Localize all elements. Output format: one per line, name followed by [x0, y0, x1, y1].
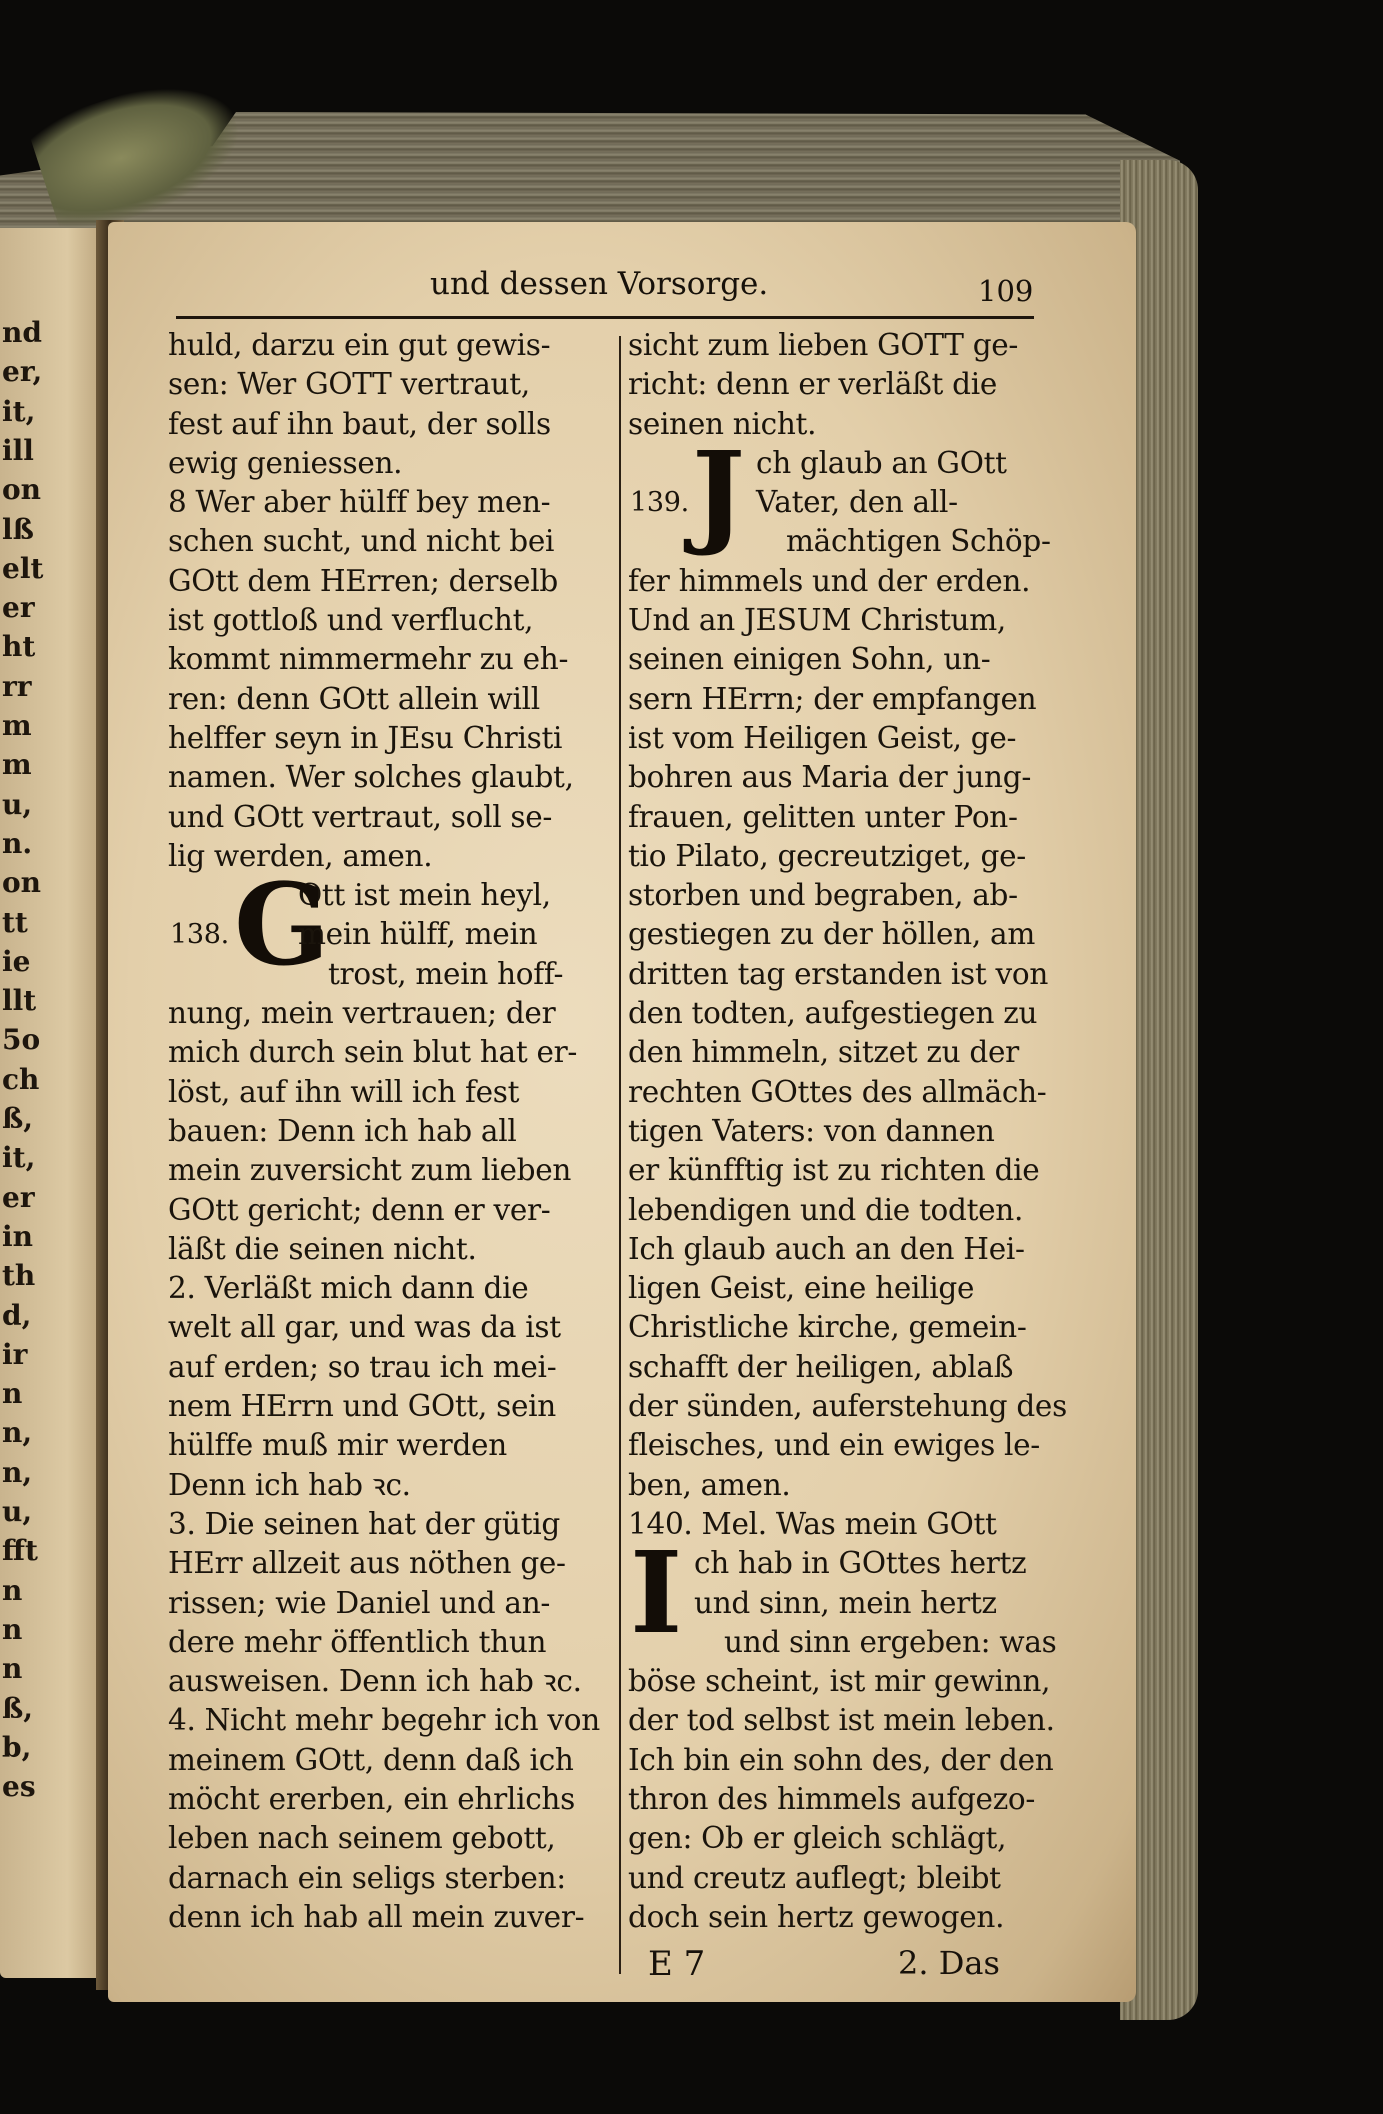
text-line: fleisches, und ein ewiges le-: [628, 1428, 1040, 1463]
text-line: mein zuversicht zum lieben: [168, 1153, 572, 1188]
text-line: auf erden; so trau ich mei-: [168, 1349, 557, 1384]
text-line: der tod selbst ist mein leben.: [628, 1703, 1055, 1738]
text-line: sen: Wer GOTT vertraut,: [168, 367, 530, 402]
text-line: nung, mein vertrauen; der: [168, 996, 556, 1031]
previous-page-line-fragment: lß: [2, 512, 34, 546]
previous-page-line-fragment: ht: [2, 630, 36, 664]
text-line: GOtt gericht; denn er ver-: [168, 1192, 551, 1227]
previous-page-line-fragment: u,: [2, 787, 33, 821]
text-line: bauen: Denn ich hab all: [168, 1113, 517, 1148]
previous-page-line-fragment: nd: [2, 316, 42, 349]
previous-page-line-fragment: ch: [2, 1062, 40, 1096]
text-line: ren: denn GOtt allein will: [168, 681, 540, 716]
text-line: rissen; wie Daniel und an-: [168, 1585, 551, 1620]
text-line: löst, auf ihn will ich fest: [168, 1074, 520, 1109]
previous-page-line-fragment: er: [2, 1180, 35, 1214]
text-line: Denn ich hab ꝛc.: [168, 1467, 411, 1502]
text-line: darnach ein seligs sterben:: [168, 1860, 566, 1895]
signature-mark: E 7: [648, 1944, 706, 1984]
text-line: dere mehr öffentlich thun: [168, 1624, 547, 1659]
hymn-opening-line: Ott ist mein heyl, G 138.: [170, 860, 551, 992]
text-line: huld, darzu ein gut gewis-: [168, 328, 551, 362]
text-line: Ich glaub auch an den Hei-: [628, 1231, 1025, 1266]
text-line: gestiegen zu der höllen, am: [628, 917, 1035, 952]
text-line: er künfftig ist zu richten die: [628, 1153, 1040, 1188]
running-title: und dessen Vorsorge.: [430, 266, 769, 302]
previous-page-line-fragment: ill: [2, 433, 34, 467]
previous-page-line-fragment: n,: [2, 1416, 33, 1450]
text-line: mich durch sein blut hat er-: [168, 1035, 578, 1070]
text-line: helffer seyn in JEsu Christi: [168, 720, 563, 755]
text-line: sicht zum lieben GOTT ge-: [628, 328, 1019, 362]
previous-page-line-fragment: on: [2, 473, 42, 507]
hymn-opening-line: mein hülff, mein: [298, 917, 538, 952]
previous-page-line-fragment: tt: [2, 905, 28, 939]
text-line: tigen Vaters: von dannen: [628, 1113, 995, 1148]
previous-page-line-fragment: in: [2, 1219, 33, 1253]
text-line: 2. Verläßt mich dann die: [168, 1271, 529, 1306]
text-line: ausweisen. Denn ich hab ꝛc.: [168, 1664, 582, 1699]
previous-page-line-fragment: n: [2, 1612, 23, 1646]
text-line: seinen einigen Sohn, un-: [628, 642, 991, 677]
previous-page-line-fragment: er: [2, 591, 35, 625]
previous-page-line-fragment: ß,: [2, 1102, 34, 1135]
previous-page-line-fragment: d,: [2, 1298, 32, 1332]
hymn-opening-line: trost, mein hoff-: [328, 956, 564, 991]
previous-page-line-fragment: rr: [2, 669, 32, 703]
text-line: lig werden, amen.: [168, 838, 433, 873]
text-line: der sünden, auferstehung des: [628, 1389, 1067, 1424]
text-line: frauen, gelitten unter Pon-: [628, 799, 1018, 834]
text-line: ist gottloß und verflucht,: [168, 603, 534, 638]
text-line: ligen Geist, eine heilige: [628, 1271, 975, 1306]
text-line: nem HErrn und GOtt, sein: [168, 1389, 556, 1424]
text-line: HErr allzeit aus nöthen ge-: [168, 1546, 566, 1581]
text-line: sern HErrn; der empfangen: [628, 681, 1037, 716]
previous-page-line-fragment: ir: [2, 1337, 28, 1371]
text-line: doch sein hertz gewogen.: [628, 1899, 1005, 1934]
text-line: lebendigen und die todten.: [628, 1192, 1024, 1227]
previous-page-line-fragment: er,: [2, 355, 43, 389]
text-line: Christliche kirche, gemein-: [628, 1310, 1027, 1345]
text-line: und GOtt vertraut, soll se-: [168, 799, 553, 834]
hymn-opening-line: Vater, den all-: [756, 485, 958, 520]
text-line: kommt nimmermehr zu eh-: [168, 642, 569, 677]
text-line: schen sucht, und nicht bei: [168, 524, 555, 559]
text-line: und creutz auflegt; bleibt: [628, 1860, 1001, 1895]
text-line: hülffe muß mir werden: [168, 1428, 507, 1463]
previous-page-line-fragment: ß,: [2, 1691, 34, 1725]
text-line: GOtt dem HErren; derselb: [168, 563, 558, 598]
column-rule: [619, 336, 621, 1974]
text-line: storben und begraben, ab-: [628, 878, 1018, 913]
text-line: den todten, aufgestiegen zu: [628, 996, 1038, 1031]
text-line: meinem GOtt, denn daß ich: [168, 1742, 574, 1777]
hymn-number: 138.: [170, 919, 229, 951]
hymn-drop-cap: I: [630, 1528, 683, 1660]
text-line: 3. Die seinen hat der gütig: [168, 1506, 560, 1541]
text-line: ewig geniessen.: [168, 445, 403, 480]
previous-page-line-fragment: elt: [2, 551, 44, 585]
previous-page-line-fragment: n: [2, 1573, 23, 1607]
text-line: Und an JESUM Christum,: [628, 603, 1006, 638]
previous-page-line-fragment: ie: [2, 944, 31, 978]
text-line: böse scheint, ist mir gewinn,: [628, 1664, 1051, 1699]
previous-page-line-fragment: m: [2, 748, 32, 782]
text-line: 4. Nicht mehr begehr ich von: [168, 1703, 600, 1738]
hymn-drop-cap: J: [692, 427, 745, 559]
previous-page-line-fragment: fft: [2, 1534, 38, 1568]
previous-page-line-fragment: es: [2, 1770, 36, 1804]
previous-page-line-fragment: llt: [2, 984, 37, 1018]
text-line: 8 Wer aber hülff bey men-: [168, 485, 551, 520]
text-line: ist vom Heiligen Geist, ge-: [628, 720, 1017, 755]
previous-page-line-fragment: u,: [2, 1495, 33, 1528]
catchword: 2. Das: [898, 1944, 1000, 1982]
text-line: gen: Ob er gleich schlägt,: [628, 1821, 1007, 1856]
previous-page-line-fragment: b,: [2, 1730, 32, 1764]
previous-page-line-fragment: on: [2, 866, 42, 900]
header-rule: [176, 316, 1034, 319]
text-line: bohren aus Maria der jung-: [628, 760, 1031, 795]
text-line: namen. Wer solches glaubt,: [168, 760, 574, 795]
text-line: möcht ererben, ein ehrlichs: [168, 1781, 575, 1816]
page-number: 109: [978, 274, 1034, 308]
previous-page-line-fragment: 5o: [2, 1023, 41, 1057]
previous-page-line-fragment: th: [2, 1259, 36, 1293]
right-column: [628, 326, 1076, 1937]
previous-page-line-fragment: n.: [2, 826, 33, 860]
hymn-heading: 140. Mel. Was mein GOtt: [628, 1506, 997, 1541]
previous-page-line-fragment: n: [2, 1652, 23, 1686]
text-line: fest auf ihn baut, der solls: [168, 406, 551, 441]
hymn-opening-line: ch glaub an GOtt J 139.: [630, 427, 1007, 559]
text-line: denn ich hab all mein zuver-: [168, 1899, 585, 1934]
text-line: dritten tag erstanden ist von: [628, 956, 1049, 991]
hymn-opening-line: mächtigen Schöp-: [786, 524, 1051, 559]
text-line: leben nach seinem gebott,: [168, 1821, 556, 1856]
text-line: schafft der heiligen, ablaß: [628, 1349, 1014, 1384]
left-column: [168, 326, 614, 1937]
text-line: fer himmels und der erden.: [628, 563, 1031, 598]
text-line: welt all gar, und was da ist: [168, 1310, 561, 1345]
hymn-number: 139.: [630, 486, 689, 518]
text-line: tio Pilato, gecreutziget, ge-: [628, 838, 1026, 873]
text-line: rechten GOttes des allmäch-: [628, 1074, 1047, 1109]
previous-page-line-fragment: m: [2, 709, 32, 742]
hymn-opening-line: und sinn ergeben: was: [724, 1624, 1057, 1659]
previous-page-line-fragment: n,: [2, 1455, 33, 1489]
hymn-opening-line: und sinn, mein hertz: [694, 1585, 997, 1620]
text-line: Ich bin ein sohn des, der den: [628, 1742, 1054, 1777]
text-line: den himmeln, sitzet zu der: [628, 1035, 1019, 1070]
text-line: thron des himmels aufgezo-: [628, 1781, 1036, 1816]
hymn-drop-cap: G: [234, 860, 330, 992]
previous-page-line-fragment: n: [2, 1377, 23, 1411]
hymn-opening-line: ch hab in GOttes hertz I: [630, 1528, 1027, 1660]
previous-page-line-fragment: it,: [2, 394, 36, 428]
text-line: richt: denn er verläßt die: [628, 367, 998, 402]
text-line: ben, amen.: [628, 1467, 791, 1502]
text-line: läßt die seinen nicht.: [168, 1231, 477, 1266]
previous-page-line-fragment: it,: [2, 1141, 36, 1175]
text-line: seinen nicht.: [628, 406, 817, 441]
